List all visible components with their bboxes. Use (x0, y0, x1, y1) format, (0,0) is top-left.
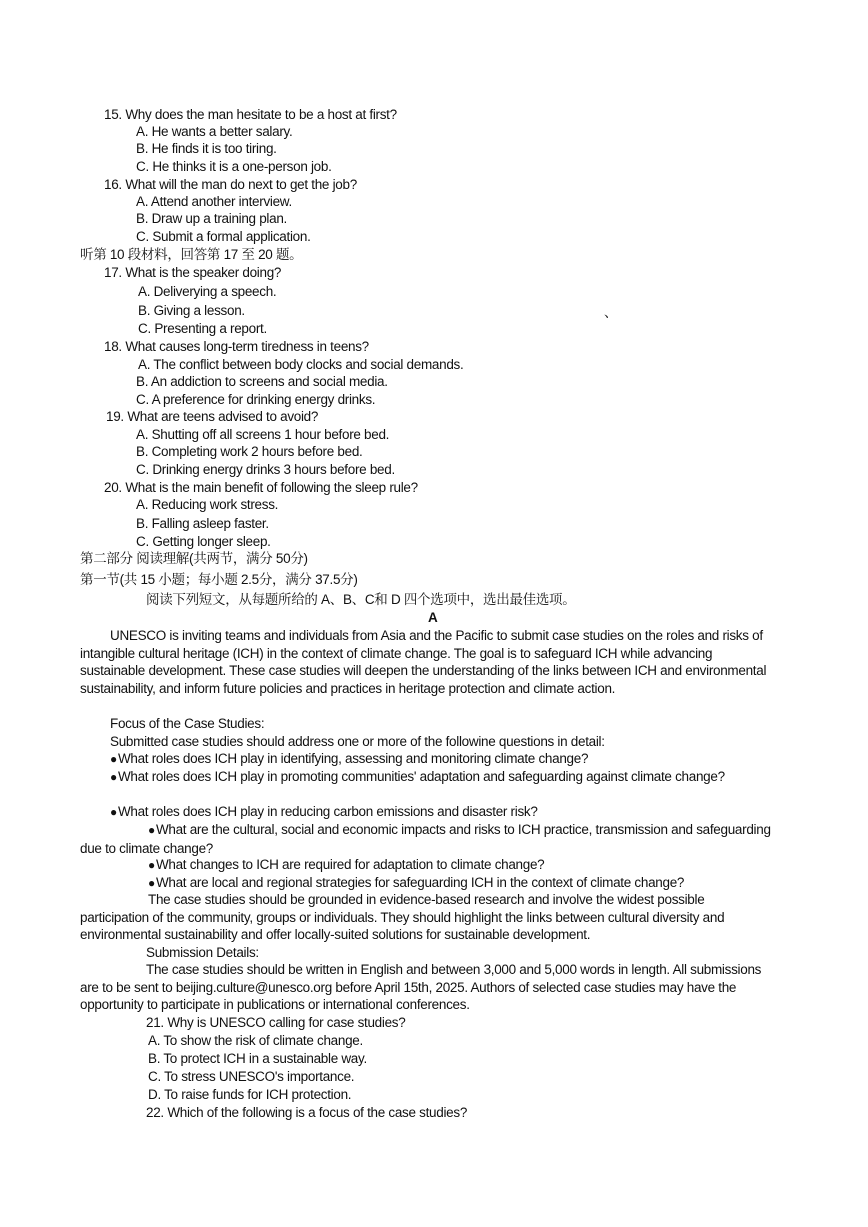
reading-instruction: 阅读下列短文，从每题所给的 A、B、C和 D 四个选项中，选出最佳选项。 (146, 592, 576, 607)
question-15-option-a: A. He wants a better salary. (136, 124, 293, 139)
question-20-option-b: B. Falling asleep faster. (136, 516, 269, 531)
question-19-option-a: A. Shutting off all screens 1 hour before bed. (136, 427, 390, 442)
question-15-stem: 15. Why does the man hesitate to be a host at first? (104, 107, 397, 122)
question-15-option-b: B. He finds it is too tiring. (136, 141, 277, 156)
focus-heading: Focus of the Case Studies: (110, 716, 265, 731)
question-16-option-c: C. Submit a formal application. (136, 229, 311, 244)
grounding-paragraph: The case studies should be grounded in evidence-based research and involve the widest possible participation of the community, groups or individuals. They should highlight the links between cultural diversity and environmental sustainability and offer locally-suited solutions for sustainable development. (80, 892, 725, 942)
bullet-icon: ● (110, 770, 117, 784)
question-22-stem: 22. Which of the following is a focus of the case studies? (146, 1105, 468, 1120)
bullet-icon: ● (110, 805, 117, 819)
question-17-option-c: C. Presenting a report. (138, 321, 267, 336)
submission-paragraph: The case studies should be written in English and between 3,000 and 5,000 words in length. All submissions are to be sent to beijing.culture@unesco.org before April 15th, 2025. Authors of selected case studies may have the opportunity to participate in publications or international conferences. (80, 962, 762, 1012)
question-16-option-b: B. Draw up a training plan. (136, 211, 287, 226)
stray-mark: 、 (604, 305, 618, 320)
question-18-option-b: B. An addiction to screens and social media. (136, 374, 388, 389)
focus-bullet: ●What roles does ICH play in identifying, assessing and monitoring climate change? (110, 751, 589, 766)
question-21-option-a: A. To show the risk of climate change. (148, 1033, 363, 1048)
question-17-option-a: A. Deliverying a speech. (138, 284, 277, 299)
question-16-stem: 16. What will the man do next to get the job? (104, 177, 357, 192)
bullet-icon: ● (148, 823, 155, 837)
question-21-option-b: B. To protect ICH in a sustainable way. (148, 1051, 367, 1066)
question-18-option-c: C. A preference for drinking energy drinks. (136, 392, 376, 407)
focus-bullet: ●What are local and regional strategies for safeguarding ICH in the context of climate change? (148, 875, 685, 890)
focus-bullet: ●What roles does ICH play in promoting communities' adaptation and safeguarding against climate change? (110, 769, 725, 784)
section-10-instruction: 听第 10 段材料，回答第 17 至 20 题。 (80, 247, 303, 262)
question-19-option-b: B. Completing work 2 hours before bed. (136, 444, 363, 459)
bullet-icon: ● (110, 752, 117, 766)
question-17-stem: 17. What is the speaker doing? (104, 265, 282, 280)
question-17-option-b: B. Giving a lesson. (138, 303, 245, 318)
bullet-icon: ● (148, 876, 155, 890)
focus-bullet: ●What changes to ICH are required for adaptation to climate change? (148, 857, 545, 872)
section-one-title: 第一节(共 15 小题；每小题 2.5分，满分 37.5分) (80, 572, 358, 587)
part-two-title: 第二部分 阅读理解(共两节，满分 50分) (80, 551, 308, 566)
question-21-stem: 21. Why is UNESCO calling for case studies? (146, 1015, 406, 1030)
focus-bullet: ●What roles does ICH play in reducing carbon emissions and disaster risk? (110, 804, 538, 819)
submission-heading: Submission Details: (146, 945, 259, 960)
bullet-icon: ● (148, 858, 155, 872)
question-18-stem: 18. What causes long-term tiredness in teens? (104, 339, 369, 354)
passage-intro: UNESCO is inviting teams and individuals from Asia and the Pacific to submit case studies on the roles and risks of intangible cultural heritage (ICH) in the context of climate change. The goal is to safeguard ICH while advancing sustainable development. These case studies will deepen the understanding of the links between ICH and environmental sustainability, and inform future policies and practices in heritage protection and climate action. (80, 628, 767, 696)
question-21-option-d: D. To raise funds for ICH protection. (148, 1087, 352, 1102)
question-19-option-c: C. Drinking energy drinks 3 hours before bed. (136, 462, 395, 477)
passage-label: A (428, 610, 438, 625)
question-20-stem: 20. What is the main benefit of following the sleep rule? (104, 480, 418, 495)
question-20-option-c: C. Getting longer sleep. (136, 534, 271, 549)
question-18-option-a: A. The conflict between body clocks and social demands. (138, 357, 464, 372)
question-20-option-a: A. Reducing work stress. (136, 497, 279, 512)
question-19-stem: 19. What are teens advised to avoid? (106, 409, 319, 424)
question-21-option-c: C. To stress UNESCO's importance. (148, 1069, 355, 1084)
focus-intro: Submitted case studies should address one or more of the followine questions in detail: (110, 734, 605, 749)
focus-bullet: ●What are the cultural, social and economic impacts and risks to ICH practice, transmission and safeguarding due to climate change? (80, 822, 771, 856)
question-15-option-c: C. He thinks it is a one-person job. (136, 159, 332, 174)
question-16-option-a: A. Attend another interview. (136, 194, 292, 209)
